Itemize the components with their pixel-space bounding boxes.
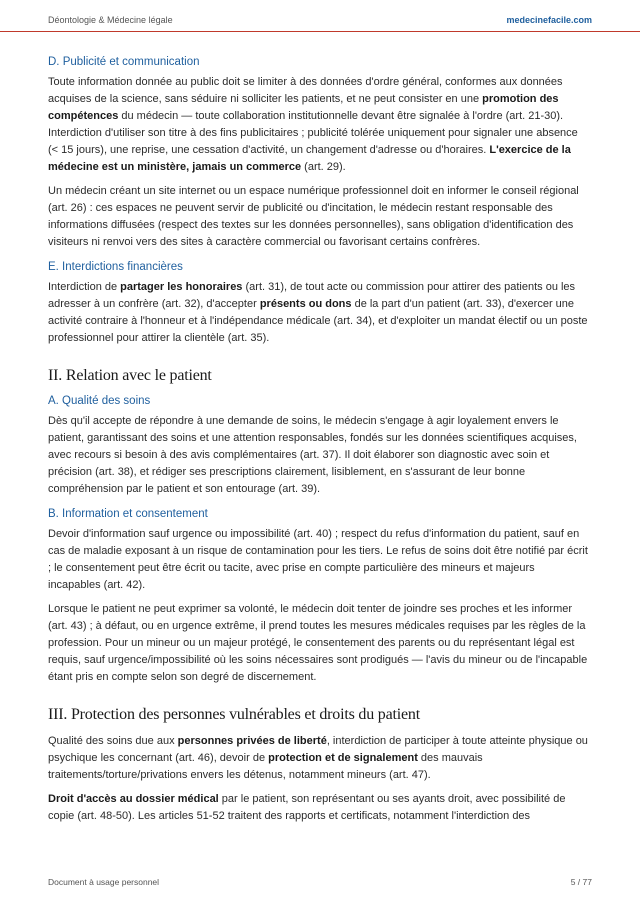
bold-run: présents ou dons xyxy=(259,298,352,310)
section-heading-information: B. Information et consentement xyxy=(48,508,208,520)
bold-run: personnes privées de liberté xyxy=(177,735,327,747)
section-heading-interdictions: E. Interdictions financières xyxy=(48,261,183,273)
text-run: des mauvais traitements/torture/privations envers les détenus, notamment mineurs (art. 47). xyxy=(48,752,483,781)
page-number: 5 / 77 xyxy=(570,877,592,887)
text-run: Interdiction de xyxy=(48,281,121,293)
bold-run: promotion des compétences xyxy=(48,93,559,122)
text-run: Qualité des soins due aux xyxy=(48,735,178,747)
header-section-title: Déontologie & Médecine légale xyxy=(48,15,173,25)
paragraph-publicite-2: Un médecin créant un site internet ou un espace numérique professionnel doit en informer le conseil régional (art. 26) : ces espaces ne peuvent servir de publicité ou d'incitation, le médecin restant responsable des informations diffusées (respect des textes sur les données personnelles), sans obligation d'identification des visiteurs ni renvoi vers des sites à caractère commercial ou favorisant certains confrères. xyxy=(48,185,579,248)
text-run: du médecin — toute collaboration institutionnelle devant être signalée à l'ordre (art. 21-30). Interdiction d'utiliser son titre à des fins publicitaires ; publicité tolérée uniquement pour signaler une absence (< 15 jours), une reprise, une cessation d'activité, un changement d'adresse ou d'horaires. xyxy=(48,110,578,156)
bold-run: protection et de signalement xyxy=(268,752,418,764)
paragraph-information-2: Lorsque le patient ne peut exprimer sa volonté, le médecin doit tenter de joindre ses proches et les informer (art. 43) ; à défaut, ou en urgence extrême, il prend toutes les mesures médicales requises par les règles de la profession. Pour un mineur ou un majeur protégé, le consentement des parents ou du représentant légal est requis, sauf urgence/impossibilité où les soins nécessaires sont prodigués — l'avis du mineur ou de l'incapable étant pris en compte selon son degré de discernement. xyxy=(48,603,588,683)
page-footer xyxy=(48,877,592,887)
footer-note: Document à usage personnel xyxy=(48,877,160,887)
text-run: (art. 31), de tout acte ou commission pour attirer des patients ou les adresser à un confrère (art. 32), d'accepter xyxy=(48,281,576,310)
header-site-name: medecinefacile.com xyxy=(506,15,592,25)
paragraph-qualite-soins: Dès qu'il accepte de répondre à une demande de soins, le médecin s'engage à agir loyalement envers le patient, garantissant des soins et une attention responsables, fondés sur les données scientifiques acquises, avec recours si besoin à des avis complémentaires (art. 37). Il doit élaborer son diagnostic avec soin et précision (art. 38), et rédiger ses prescriptions clairement, lisiblement, en s'assurant de leur bonne compréhension par le patient et son entourage (art. 39). xyxy=(48,415,577,495)
chapter-heading-protection: III. Protection des personnes vulnérables et droits du patient xyxy=(48,706,420,723)
paragraph-protection-1 xyxy=(48,733,590,784)
paragraph-interdictions-1 xyxy=(48,279,590,347)
section-heading-qualite-soins: A. Qualité des soins xyxy=(48,395,151,407)
text-run: Toute information donnée au public doit se limiter à des données d'ordre général, conformes aux données acquises de la science, sans séduire ni solliciter les patients, et ne peut consister en une xyxy=(48,76,563,105)
paragraph-information-1: Devoir d'information sauf urgence ou impossibilité (art. 40) ; respect du refus d'information du patient, sauf en cas de maladie exposant à un risque de contamination pour les tiers. Le refus de soins doit être notifié par écrit ; le consentement peut être écrit ou tacite, avec prise en compte particulière des mineurs et majeurs incapables (art. 42). xyxy=(48,528,588,591)
bold-run: partager les honoraires xyxy=(120,281,243,293)
page-content xyxy=(48,46,590,832)
text-run: de la part d'un patient (art. 33), d'exercer une activité contraire à l'honneur et à l'indépendance médicale (art. 34), et d'exploiter un mandat électif ou un poste professionnel pour attirer la clientèle (art. 35). xyxy=(48,298,588,344)
text-run: , interdiction de participer à toute atteinte physique ou psychique les concernant (art. 46), devoir de xyxy=(48,735,588,764)
text-run: (art. 29). xyxy=(301,161,346,173)
paragraph-publicite-1 xyxy=(48,74,590,176)
header-divider xyxy=(0,31,640,32)
text-run: par le patient, son représentant ou ses ayants droit, avec possibilité de copie (art. 48-50). Les articles 51-52 traitent des rapports et certificats, notamment l'interdiction des xyxy=(48,793,566,822)
bold-run: L'exercice de la médecine est un ministère, jamais un commerce xyxy=(48,144,571,173)
chapter-heading-relation: II. Relation avec le patient xyxy=(48,367,212,384)
page-header xyxy=(48,12,592,28)
section-heading-publicite: D. Publicité et communication xyxy=(48,56,200,68)
bold-run: Droit d'accès au dossier médical xyxy=(48,793,219,805)
paragraph-protection-2 xyxy=(48,791,590,825)
